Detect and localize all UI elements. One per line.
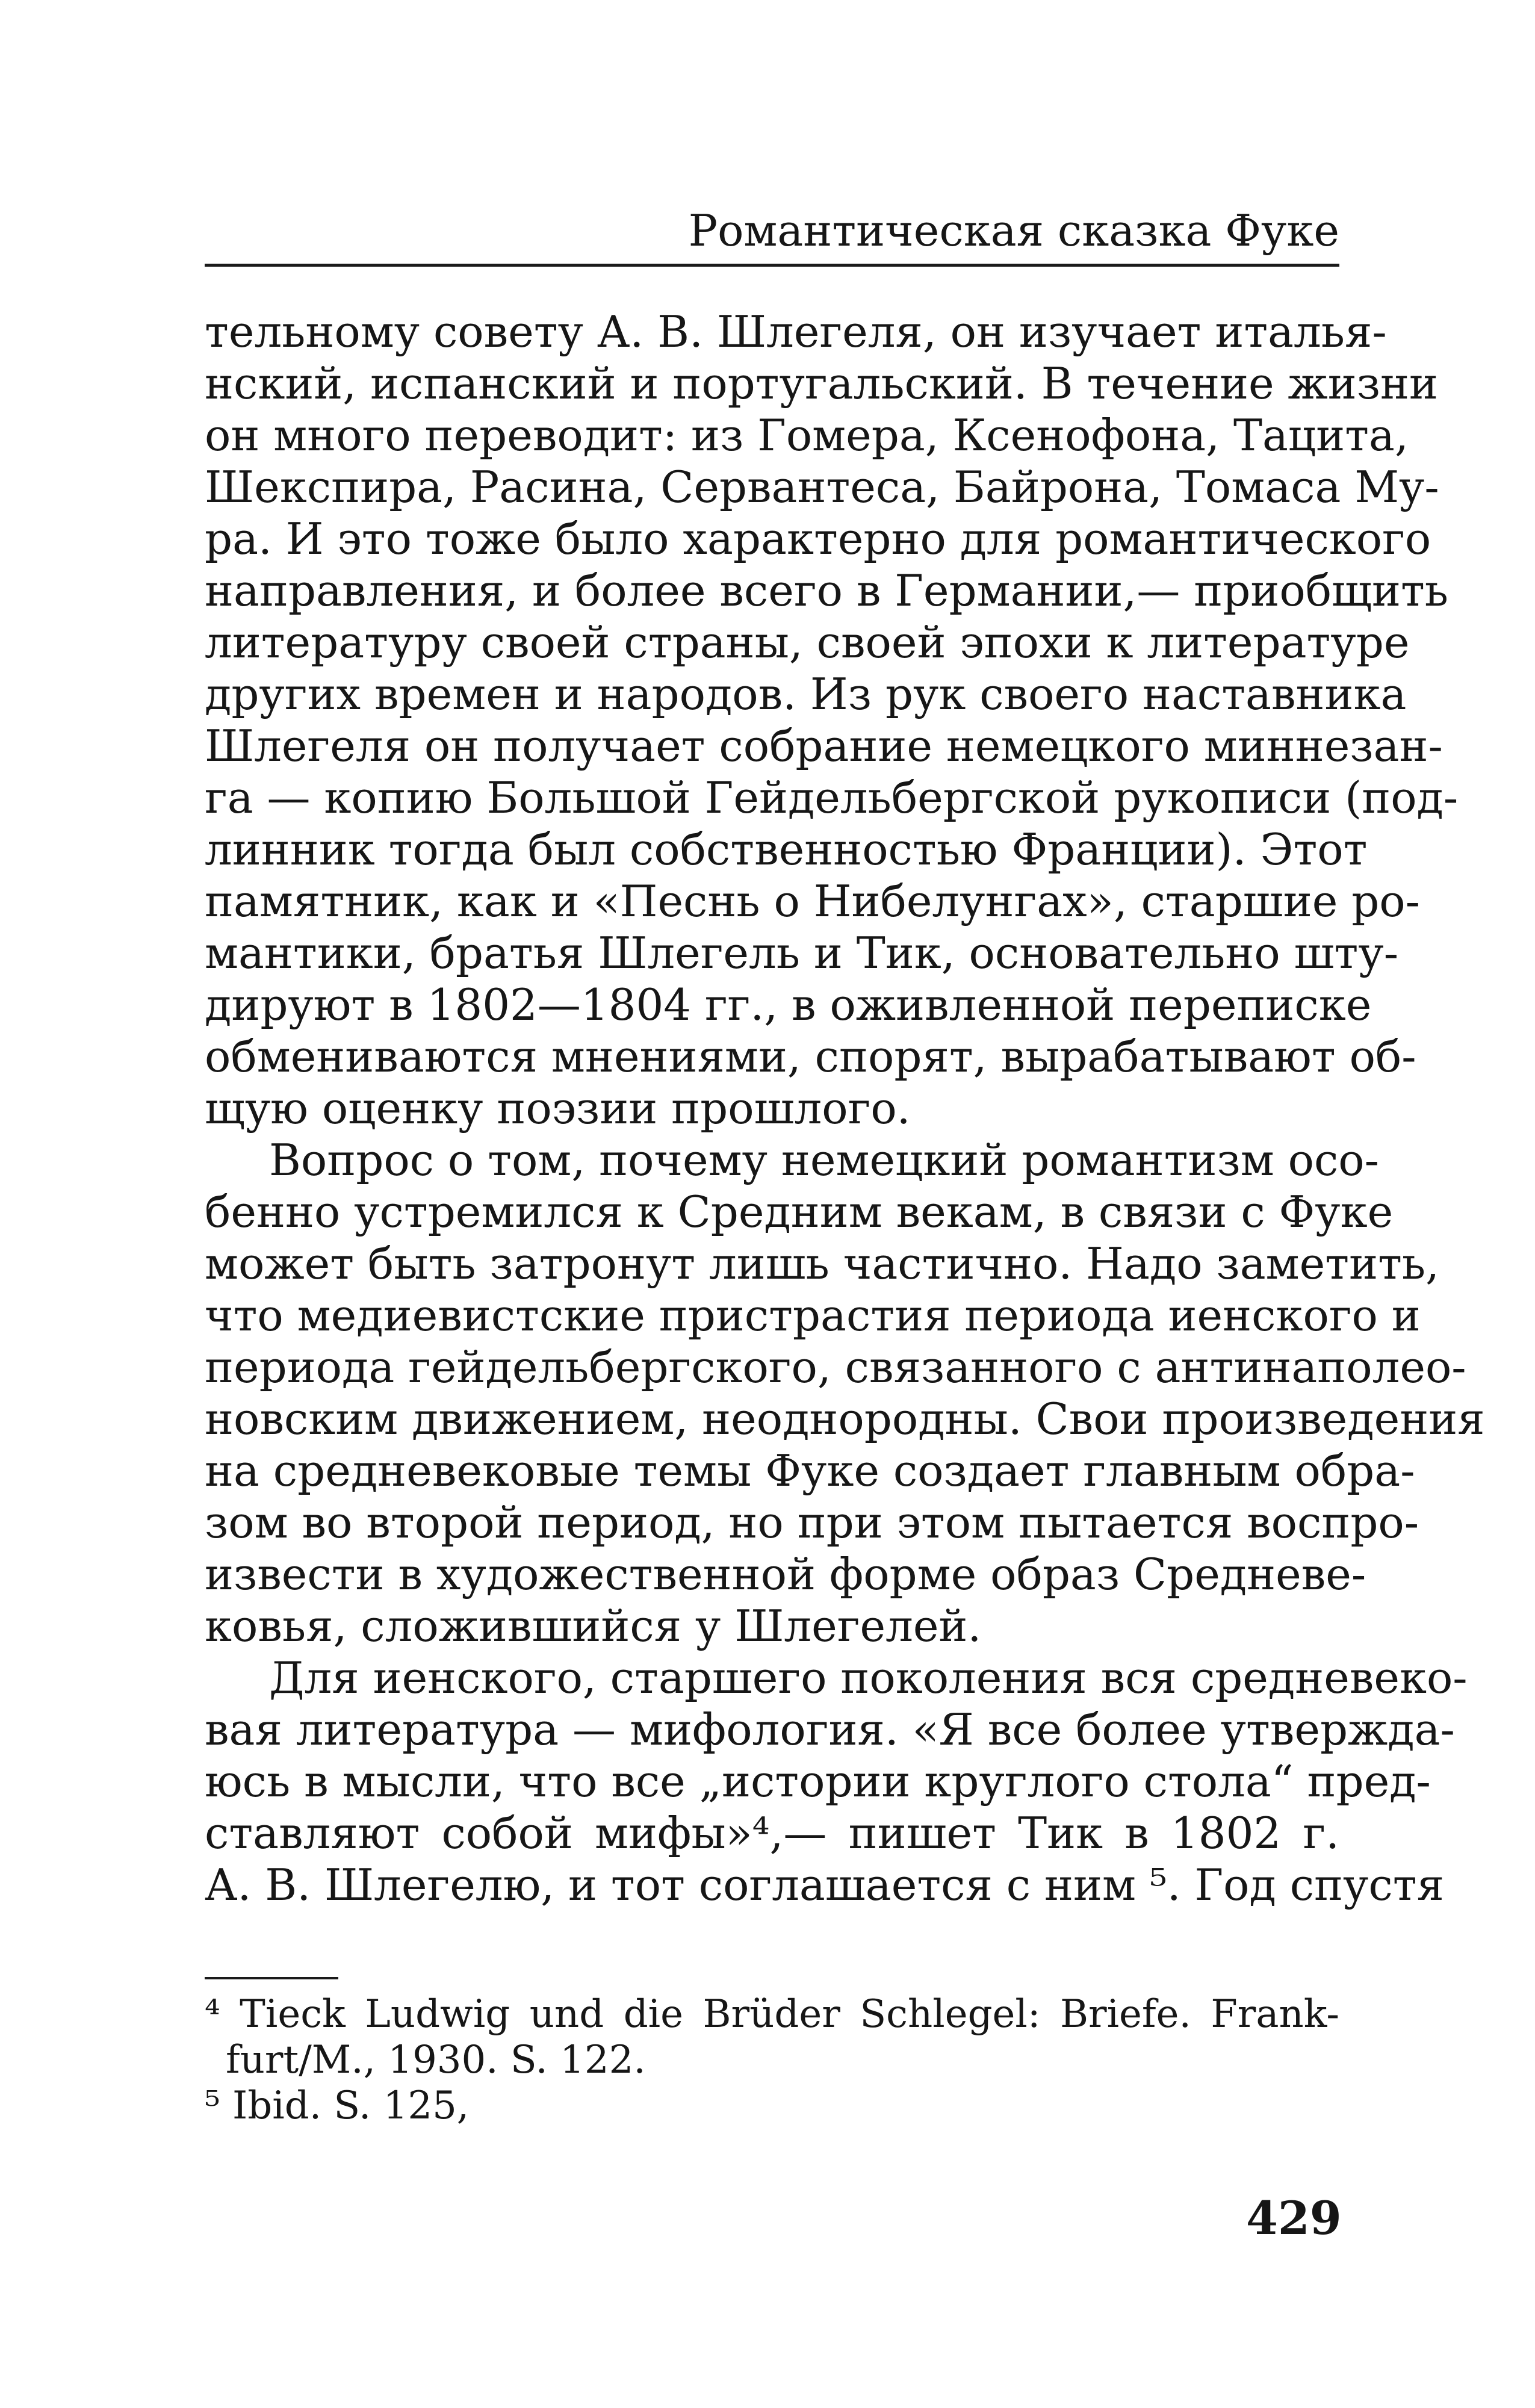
- paragraph-2: [205, 1134, 1485, 1652]
- paragraph-3: [205, 1652, 1468, 1911]
- text-line: вая литература — мифология. «Я все более утвержда-: [205, 1704, 1455, 1755]
- text-line: что медиевистские пристрастия периода иенского и: [205, 1290, 1421, 1341]
- text-line: ковья, сложившийся у Шлегелей.: [205, 1601, 982, 1651]
- text-line: щую оценку поэзии прошлого.: [205, 1083, 911, 1134]
- footnote-text: Ibid. S. 125,: [232, 2084, 470, 2128]
- text-line: зом во второй период, но при этом пытается воспро-: [205, 1497, 1419, 1548]
- text-line: направления, и более всего в Германии,— приобщить: [205, 565, 1448, 616]
- footnote-marker: ⁴: [205, 1992, 220, 2037]
- footnote-line: [205, 2083, 1339, 2129]
- text-line: может быть затронут лишь частично. Надо заметить,: [205, 1238, 1439, 1289]
- text-line: ставляют собой мифы»⁴,— пишет Тик в 1802 г.: [205, 1808, 1339, 1858]
- text-line: дируют в 1802—1804 гг., в оживленной переписке: [205, 979, 1372, 1030]
- text-line: Шекспира, Расина, Сервантеса, Байрона, Томаса Му-: [205, 462, 1439, 512]
- text-line: га — копию Большой Гейдельбергской рукописи (под-: [205, 772, 1459, 823]
- text-line: А. В. Шлегелю, и тот соглашается с ним ⁵. Год спустя: [205, 1860, 1444, 1910]
- footnote-4: [205, 1991, 1339, 2083]
- text-line: извести в художественной форме образ Средневе-: [205, 1549, 1366, 1600]
- text-line: он много переводит: из Гомера, Ксенофона, Тацита,: [205, 410, 1409, 461]
- text-line: нский, испанский и португальский. В течение жизни: [205, 358, 1439, 409]
- running-head: Романтическая сказка Фуке: [688, 205, 1339, 256]
- text-line: юсь в мысли, что все „истории круглого стола“ пред-: [205, 1756, 1431, 1807]
- text-line: периода гейдельбергского, связанного с антинаполео-: [205, 1342, 1466, 1392]
- footnote-rule: [205, 1977, 338, 1979]
- footnotes: [205, 1991, 1339, 2129]
- text-line: ра. И это тоже было характерно для романтического: [205, 514, 1431, 564]
- text-line: бенно устремился к Средним векам, в связи с Фуке: [205, 1187, 1394, 1237]
- footnote-5: [205, 2083, 1339, 2129]
- footnote-line: furt/M., 1930. S. 122.: [226, 2038, 646, 2082]
- text-line: мантики, братья Шлегель и Тик, основательно шту-: [205, 928, 1399, 978]
- footnote-text: Tieck Ludwig und die Brüder Schlegel: Briefe. Frank-: [240, 1992, 1339, 2037]
- text-line: обмениваются мнениями, спорят, вырабатывают об-: [205, 1031, 1416, 1082]
- text-line: Шлегеля он получает собрание немецкого миннезан-: [205, 721, 1443, 771]
- text-line: Для иенского, старшего поколения вся средневеко-: [269, 1652, 1468, 1703]
- header-rule: [205, 264, 1339, 267]
- text-line: других времен и народов. Из рук своего наставника: [205, 669, 1407, 719]
- paragraph-1: [205, 306, 1459, 1134]
- text-line: памятник, как и «Песнь о Нибелунгах», старшие ро-: [205, 876, 1420, 926]
- footnote-marker: ⁵: [205, 2084, 220, 2128]
- text-line: новским движением, неоднородны. Свои произведения: [205, 1394, 1485, 1444]
- text-line: тельному совету А. В. Шлегеля, он изучает италья-: [205, 306, 1387, 357]
- text-line: линник тогда был собственностью Франции). Этот: [205, 824, 1368, 875]
- body-text: [205, 306, 1485, 1911]
- page-number: 429: [1246, 2191, 1342, 2245]
- text-line: Вопрос о том, почему немецкий романтизм осо-: [269, 1135, 1379, 1185]
- footnote-line: [205, 1991, 1339, 2037]
- text-line: литературу своей страны, своей эпохи к литературе: [205, 617, 1410, 668]
- text-line: на средневековые темы Фуке создает главным обра-: [205, 1445, 1415, 1496]
